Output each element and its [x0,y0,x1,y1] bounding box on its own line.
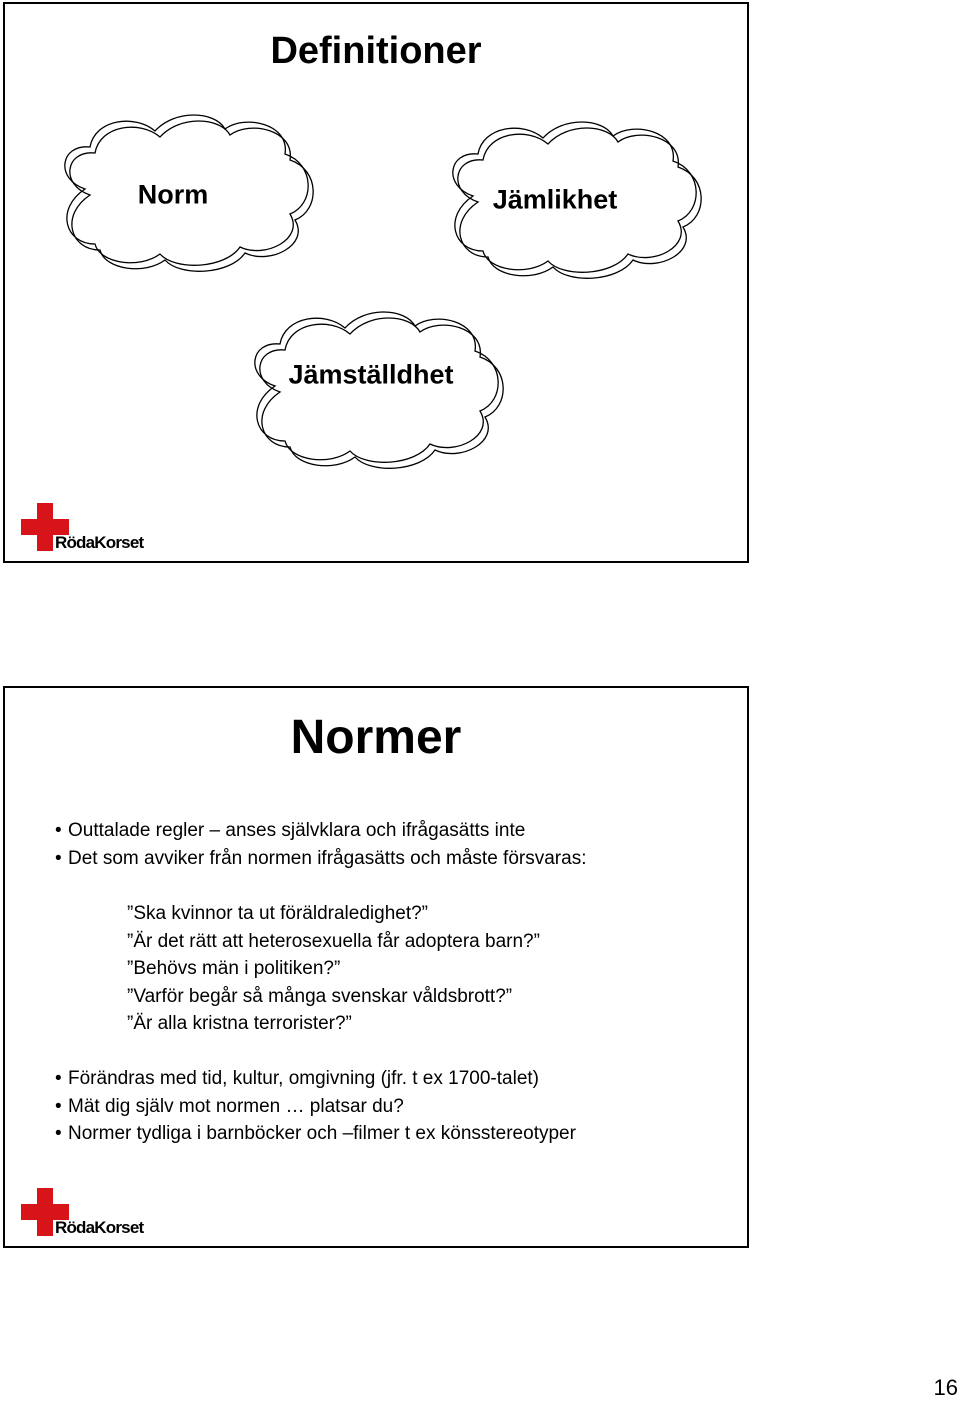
quote-item: ”Är det rätt att heterosexuella får adoptera barn?” [127,930,540,952]
cloud-norm [45,109,325,269]
quote-item: ”Är alla kristna terrorister?” [127,1013,352,1034]
quote-list [127,900,540,1038]
quote-item: ”Varför begår så många svenskar våldsbrott?” [127,985,513,1007]
bullet-item: • Mät dig själv mot normen … platsar du? [55,1093,576,1121]
page-number: 16 [933,1375,958,1400]
slide-title: Normer [290,711,462,764]
bullet-item: • Förändras med tid, kultur, omgivning (jfr. t ex 1700-talet) [55,1065,576,1093]
slide-title: Definitioner [270,30,482,72]
bullet-item: • Det som avviker från normen ifrågasätts och måste försvaras: [55,845,586,873]
cloud-label: Norm [137,179,209,210]
bullet-item: • Normer tydliga i barnböcker och –filmer t ex könsstereotyper [55,1120,576,1148]
bullet-item: • Outtalade regler – anses självklara och ifrågasätts inte [55,817,586,845]
slide-definitioner [3,2,749,563]
quote-item: ”Ska kvinnor ta ut föräldraledighet?” [127,903,428,924]
logo-text: RödaKorset [55,1218,144,1237]
cloud-jamlikhet [435,114,715,279]
cloud-label: Jämställdhet [288,359,454,390]
logo-text: RödaKorset [55,533,144,552]
bullet-list [55,1065,576,1148]
quote-item: ”Behövs män i politiken?” [127,958,341,979]
cloud-label: Jämlikhet [492,184,618,215]
cloud-jamstalldhet [237,304,517,469]
bullet-list [55,817,586,872]
slide-normer [3,686,749,1248]
